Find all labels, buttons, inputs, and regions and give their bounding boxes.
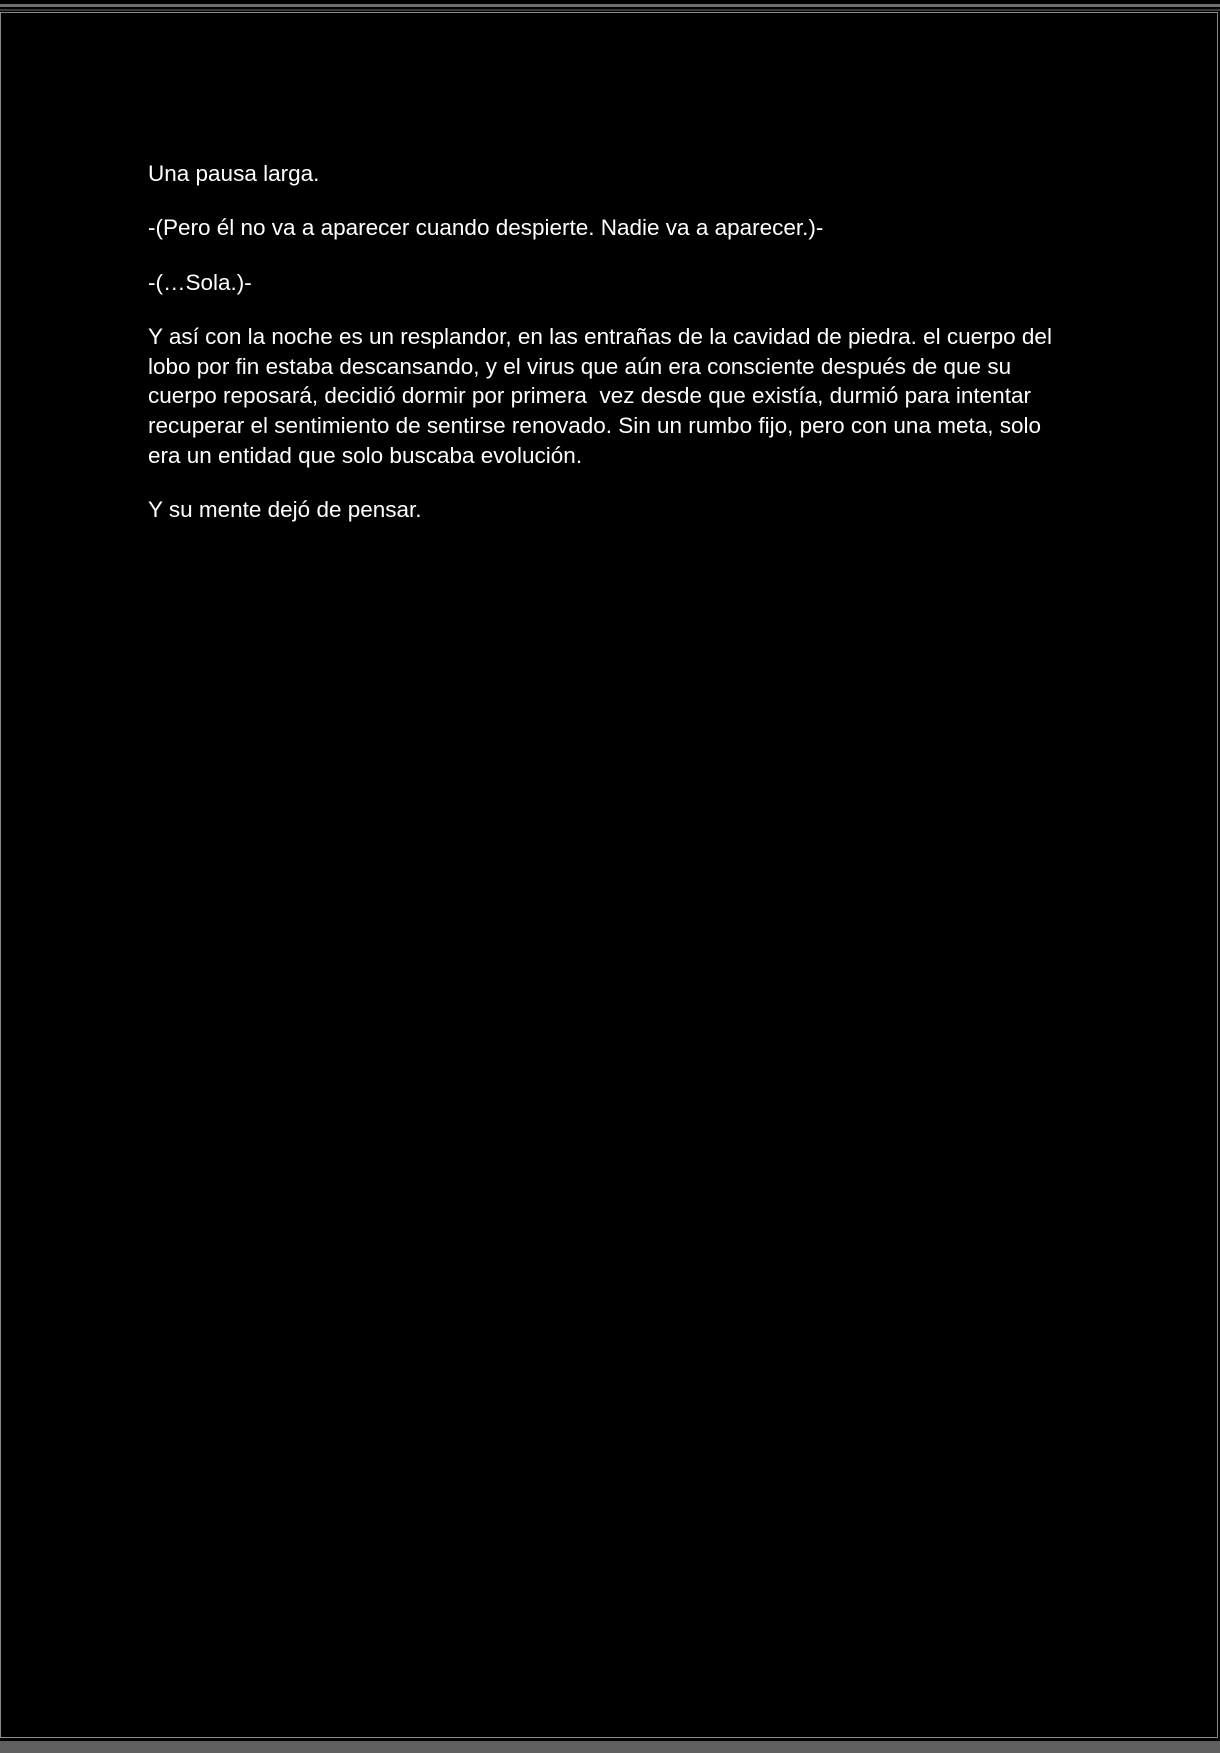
top-frame-bar <box>0 0 1220 12</box>
bottom-frame-bar <box>0 1741 1220 1753</box>
top-frame-line <box>0 4 1220 7</box>
paragraph: -(Pero él no va a aparecer cuando despierte. Nadie va a aparecer.)- <box>148 215 824 241</box>
paragraph: Y su mente dejó de pensar. <box>148 497 422 523</box>
paragraph: -(…Sola.)- <box>148 269 252 295</box>
paragraph: Una pausa larga. <box>148 161 320 186</box>
document-body <box>148 159 1068 550</box>
top-frame-line-inner <box>0 9 1220 11</box>
paragraph: Y así con la noche es un resplandor, en las entrañas de la cavidad de piedra. el cuerpo del lobo por fin estaba descansando, y el virus que aún era consciente después de que su cuerpo reposará, decidió dormir por primera vez desde que existía, durmió para intentar recuperar el sentimiento de sentirse renovado. Sin un rumbo fijo, pero con una meta, solo era un entidad que solo buscaba evolución. <box>148 323 1059 469</box>
document-page <box>0 12 1218 1738</box>
